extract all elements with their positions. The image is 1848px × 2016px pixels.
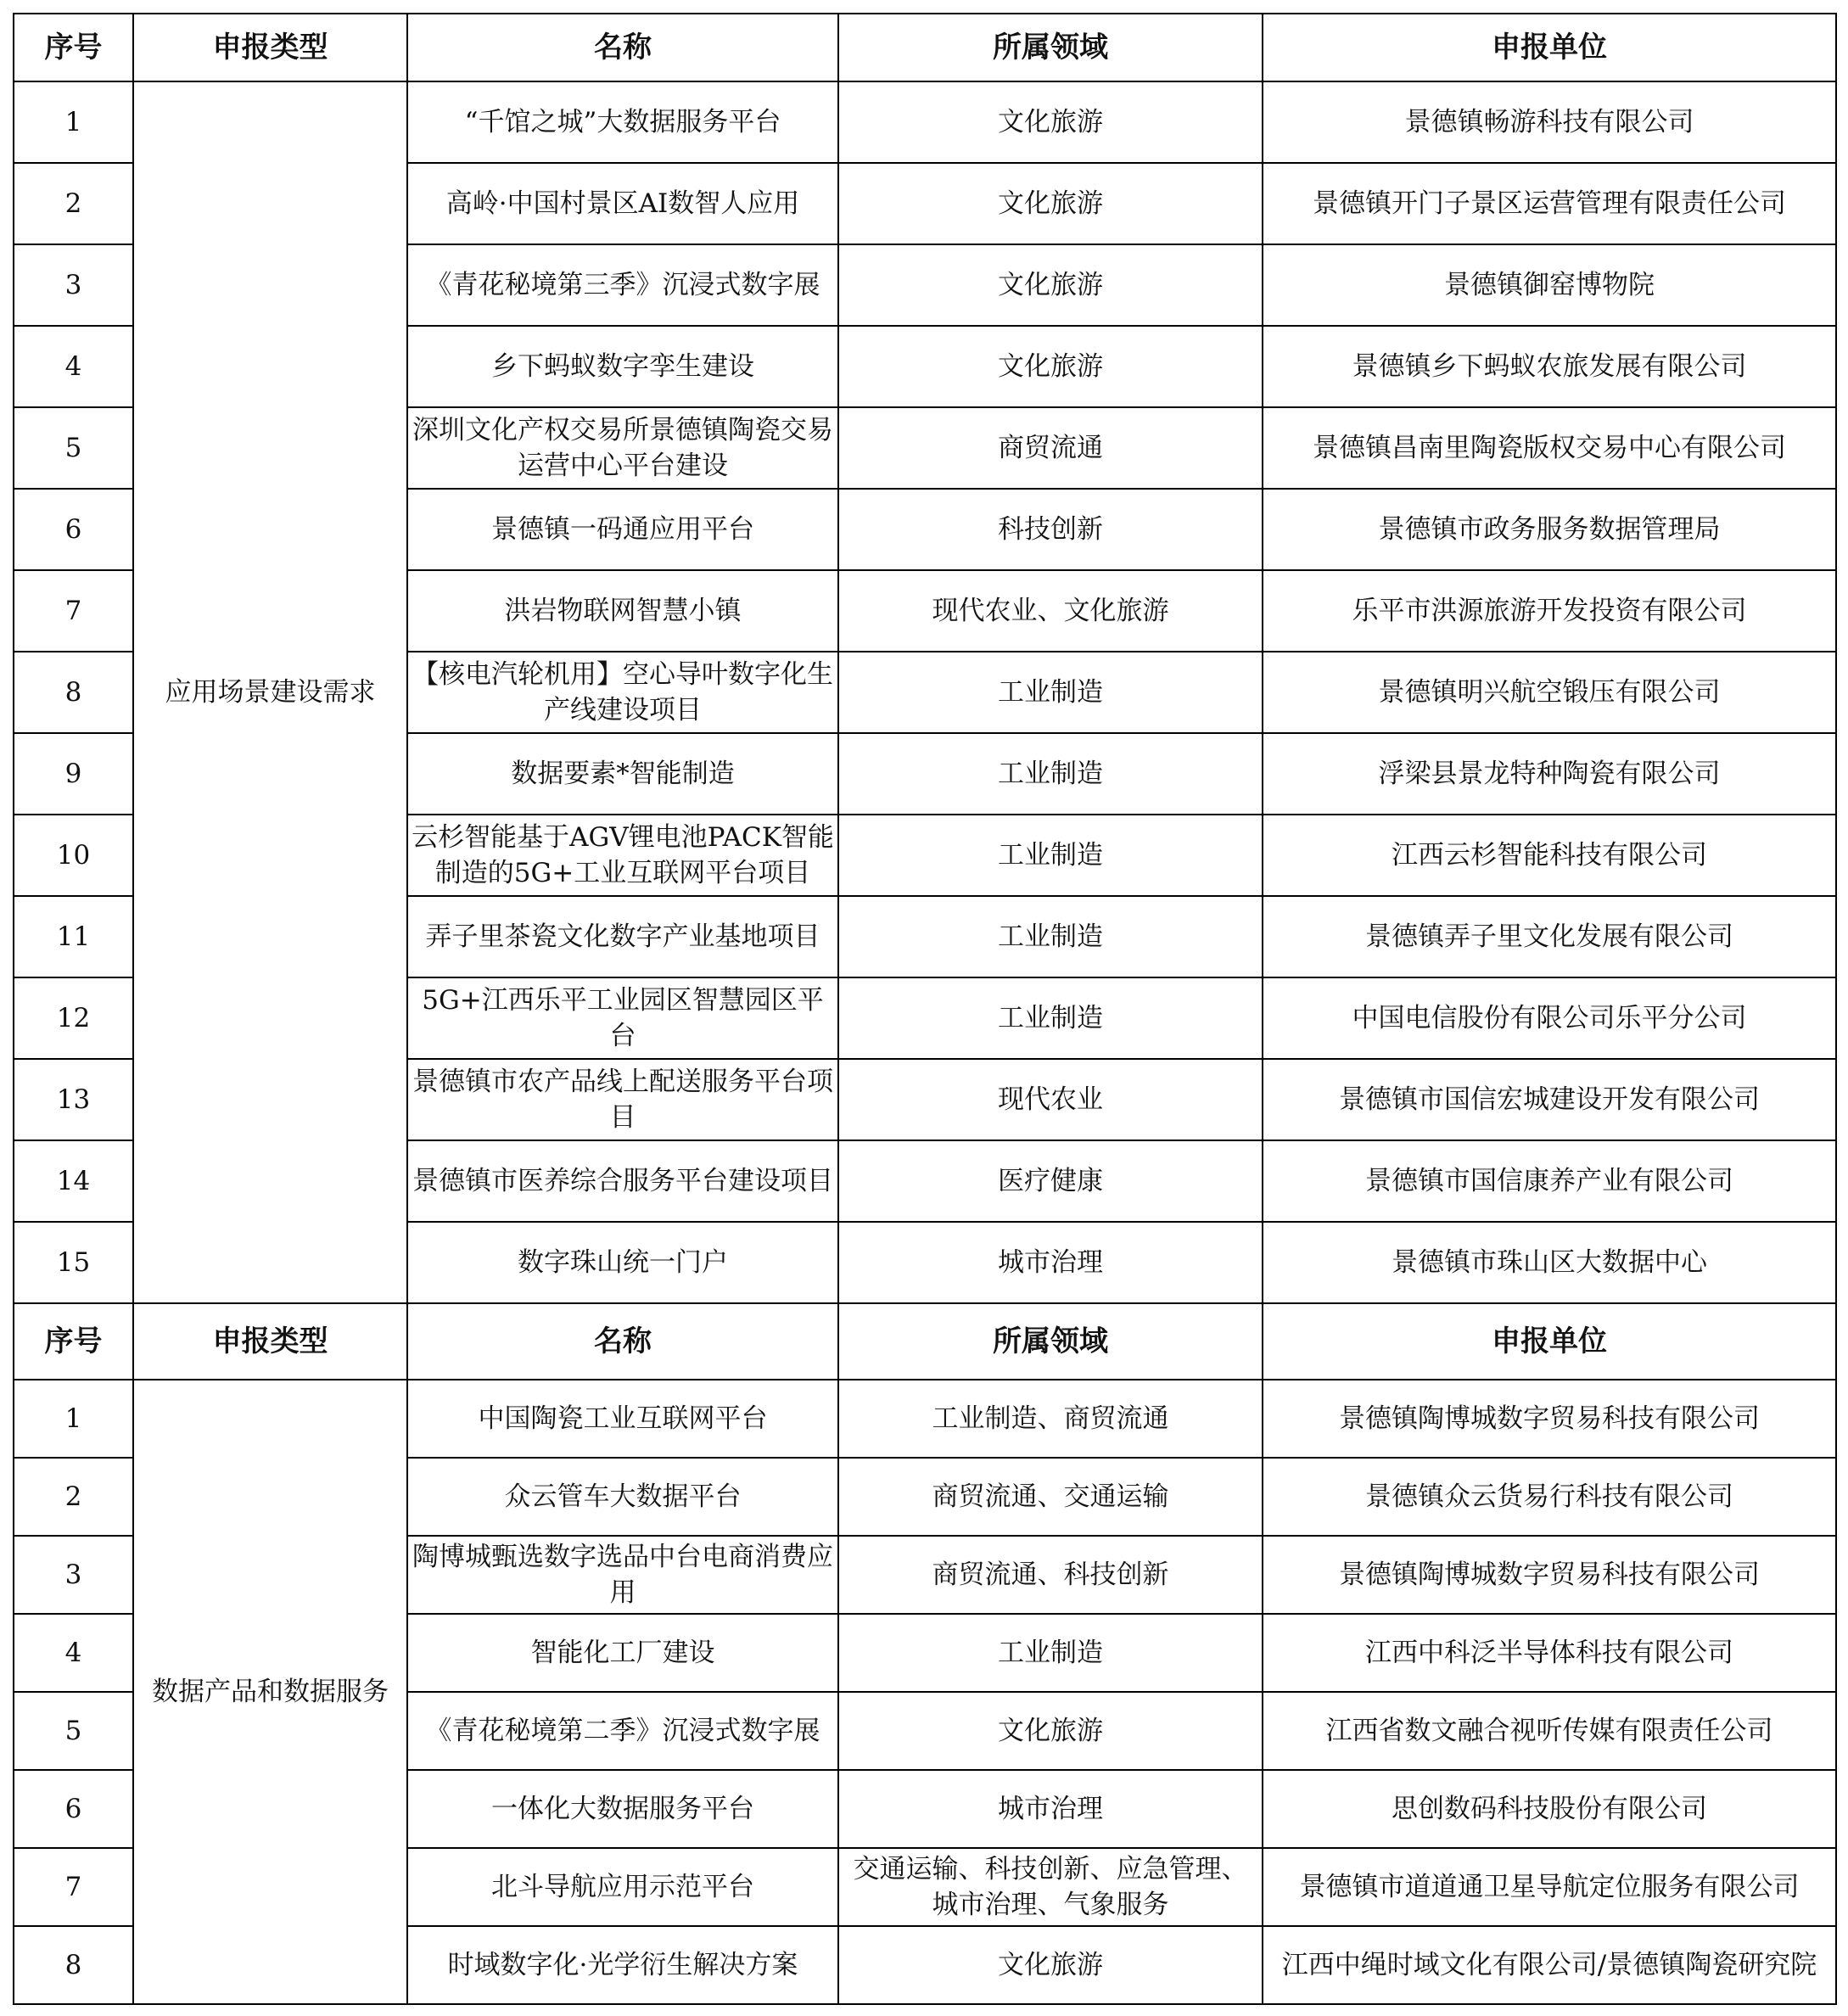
- field-cell: 文化旅游: [838, 1692, 1263, 1770]
- field-cell: 文化旅游: [838, 81, 1263, 163]
- field-cell: 工业制造: [838, 815, 1263, 896]
- name-cell: 景德镇市医养综合服务平台建设项目: [407, 1140, 838, 1222]
- unit-cell: 景德镇市国信康养产业有限公司: [1263, 1140, 1836, 1222]
- name-cell: 中国陶瓷工业互联网平台: [407, 1380, 838, 1458]
- name-cell: 景德镇市农产品线上配送服务平台项目: [407, 1059, 838, 1140]
- serial-cell: 4: [14, 326, 133, 407]
- header-row: [14, 14, 1836, 81]
- header-field: 所属领域: [838, 1303, 1263, 1380]
- name-cell: 北斗导航应用示范平台: [407, 1848, 838, 1926]
- unit-cell: 景德镇御窑博物院: [1263, 244, 1836, 326]
- serial-cell: 7: [14, 570, 133, 652]
- name-cell: 洪岩物联网智慧小镇: [407, 570, 838, 652]
- serial-cell: 6: [14, 489, 133, 570]
- unit-cell: 景德镇市国信宏城建设开发有限公司: [1263, 1059, 1836, 1140]
- serial-cell: 2: [14, 1458, 133, 1536]
- serial-cell: 5: [14, 407, 133, 489]
- serial-cell: 4: [14, 1614, 133, 1692]
- table-row: [14, 1380, 1836, 1458]
- serial-cell: 8: [14, 652, 133, 733]
- name-cell: 一体化大数据服务平台: [407, 1770, 838, 1848]
- field-cell: 文化旅游: [838, 1926, 1263, 2004]
- field-cell: 文化旅游: [838, 244, 1263, 326]
- header-row: [14, 1303, 1836, 1380]
- serial-cell: 14: [14, 1140, 133, 1222]
- field-cell: 商贸流通、科技创新: [838, 1536, 1263, 1614]
- unit-cell: 景德镇市政务服务数据管理局: [1263, 489, 1836, 570]
- name-cell: 高岭·中国村景区AI数智人应用: [407, 163, 838, 244]
- name-cell: 数字珠山统一门户: [407, 1222, 838, 1303]
- name-cell: 景德镇一码通应用平台: [407, 489, 838, 570]
- serial-cell: 1: [14, 81, 133, 163]
- header-unit: 申报单位: [1263, 14, 1836, 81]
- serial-cell: 6: [14, 1770, 133, 1848]
- serial-cell: 10: [14, 815, 133, 896]
- unit-cell: 景德镇乡下蚂蚁农旅发展有限公司: [1263, 326, 1836, 407]
- name-cell: 《青花秘境第三季》沉浸式数字展: [407, 244, 838, 326]
- field-cell: 工业制造: [838, 733, 1263, 815]
- table-body: [14, 14, 1836, 2004]
- serial-cell: 15: [14, 1222, 133, 1303]
- header-serial: 序号: [14, 1303, 133, 1380]
- name-cell: 《青花秘境第二季》沉浸式数字展: [407, 1692, 838, 1770]
- unit-cell: 江西中科泛半导体科技有限公司: [1263, 1614, 1836, 1692]
- serial-cell: 7: [14, 1848, 133, 1926]
- name-cell: “千馆之城”大数据服务平台: [407, 81, 838, 163]
- name-cell: 陶博城甄选数字选品中台电商消费应用: [407, 1536, 838, 1614]
- type-cell: 应用场景建设需求: [133, 81, 407, 1303]
- serial-cell: 9: [14, 733, 133, 815]
- unit-cell: 江西云杉智能科技有限公司: [1263, 815, 1836, 896]
- unit-cell: 景德镇众云货易行科技有限公司: [1263, 1458, 1836, 1536]
- serial-cell: 3: [14, 1536, 133, 1614]
- unit-cell: 景德镇明兴航空锻压有限公司: [1263, 652, 1836, 733]
- unit-cell: 中国电信股份有限公司乐平分公司: [1263, 977, 1836, 1059]
- serial-cell: 13: [14, 1059, 133, 1140]
- field-cell: 科技创新: [838, 489, 1263, 570]
- unit-cell: 景德镇畅游科技有限公司: [1263, 81, 1836, 163]
- field-cell: 工业制造: [838, 652, 1263, 733]
- field-cell: 交通运输、科技创新、应急管理、城市治理、气象服务: [838, 1848, 1263, 1926]
- name-cell: 众云管车大数据平台: [407, 1458, 838, 1536]
- field-cell: 现代农业、文化旅游: [838, 570, 1263, 652]
- table-row: [14, 81, 1836, 163]
- declaration-table: [13, 13, 1837, 2005]
- name-cell: 5G+江西乐平工业园区智慧园区平台: [407, 977, 838, 1059]
- header-serial: 序号: [14, 14, 133, 81]
- name-cell: 【核电汽轮机用】空心导叶数字化生产线建设项目: [407, 652, 838, 733]
- serial-cell: 12: [14, 977, 133, 1059]
- unit-cell: 乐平市洪源旅游开发投资有限公司: [1263, 570, 1836, 652]
- serial-cell: 5: [14, 1692, 133, 1770]
- header-field: 所属领域: [838, 14, 1263, 81]
- field-cell: 文化旅游: [838, 163, 1263, 244]
- serial-cell: 8: [14, 1926, 133, 2004]
- serial-cell: 11: [14, 896, 133, 977]
- field-cell: 工业制造: [838, 896, 1263, 977]
- unit-cell: 景德镇陶博城数字贸易科技有限公司: [1263, 1536, 1836, 1614]
- field-cell: 现代农业: [838, 1059, 1263, 1140]
- field-cell: 城市治理: [838, 1770, 1263, 1848]
- field-cell: 医疗健康: [838, 1140, 1263, 1222]
- unit-cell: 景德镇昌南里陶瓷版权交易中心有限公司: [1263, 407, 1836, 489]
- header-type: 申报类型: [133, 14, 407, 81]
- unit-cell: 江西省数文融合视听传媒有限责任公司: [1263, 1692, 1836, 1770]
- field-cell: 文化旅游: [838, 326, 1263, 407]
- field-cell: 工业制造、商贸流通: [838, 1380, 1263, 1458]
- unit-cell: 浮梁县景龙特种陶瓷有限公司: [1263, 733, 1836, 815]
- name-cell: 弄子里茶瓷文化数字产业基地项目: [407, 896, 838, 977]
- header-type: 申报类型: [133, 1303, 407, 1380]
- unit-cell: 江西中绳时域文化有限公司/景德镇陶瓷研究院: [1263, 1926, 1836, 2004]
- field-cell: 工业制造: [838, 977, 1263, 1059]
- name-cell: 时域数字化·光学衍生解决方案: [407, 1926, 838, 2004]
- name-cell: 深圳文化产权交易所景德镇陶瓷交易运营中心平台建设: [407, 407, 838, 489]
- name-cell: 智能化工厂建设: [407, 1614, 838, 1692]
- unit-cell: 思创数码科技股份有限公司: [1263, 1770, 1836, 1848]
- unit-cell: 景德镇弄子里文化发展有限公司: [1263, 896, 1836, 977]
- field-cell: 商贸流通、交通运输: [838, 1458, 1263, 1536]
- field-cell: 城市治理: [838, 1222, 1263, 1303]
- field-cell: 工业制造: [838, 1614, 1263, 1692]
- name-cell: 乡下蚂蚁数字孪生建设: [407, 326, 838, 407]
- header-name: 名称: [407, 14, 838, 81]
- serial-cell: 1: [14, 1380, 133, 1458]
- type-cell: 数据产品和数据服务: [133, 1380, 407, 2004]
- serial-cell: 2: [14, 163, 133, 244]
- unit-cell: 景德镇陶博城数字贸易科技有限公司: [1263, 1380, 1836, 1458]
- name-cell: 云杉智能基于AGV锂电池PACK智能制造的5G+工业互联网平台项目: [407, 815, 838, 896]
- name-cell: 数据要素*智能制造: [407, 733, 838, 815]
- unit-cell: 景德镇市珠山区大数据中心: [1263, 1222, 1836, 1303]
- unit-cell: 景德镇开门子景区运营管理有限责任公司: [1263, 163, 1836, 244]
- header-unit: 申报单位: [1263, 1303, 1836, 1380]
- serial-cell: 3: [14, 244, 133, 326]
- unit-cell: 景德镇市道道通卫星导航定位服务有限公司: [1263, 1848, 1836, 1926]
- field-cell: 商贸流通: [838, 407, 1263, 489]
- header-name: 名称: [407, 1303, 838, 1380]
